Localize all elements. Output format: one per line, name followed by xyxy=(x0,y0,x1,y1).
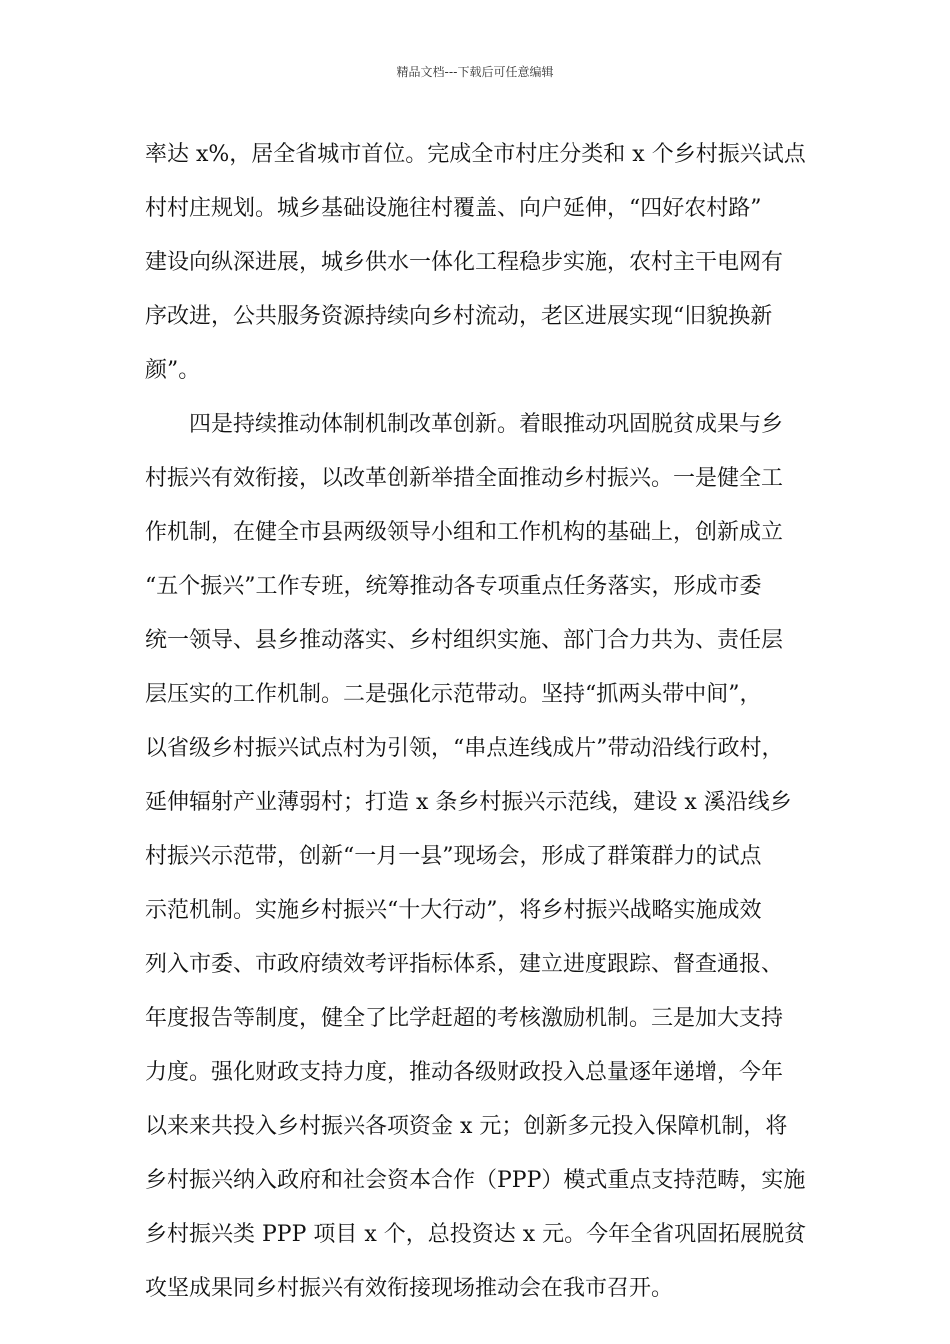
text-line: 攻坚成果同乡村振兴有效衔接现场推动会在我市召开。 xyxy=(145,1276,674,1301)
text-line: 序改进，公共服务资源持续向乡村流动，老区进展实现“旧貌换新 xyxy=(145,304,773,329)
paragraph-2 xyxy=(145,398,825,1316)
text-line: 列入市委、市政府绩效考评指标体系，建立进度跟踪、督查通报、 xyxy=(145,952,784,977)
text-line: 以省级乡村振兴试点村为引领，“串点连线成片”带动沿线行政村， xyxy=(145,736,784,761)
text-line: 建设向纵深进展，城乡供水一体化工程稳步实施，农村主干电网有 xyxy=(145,250,784,275)
text-line: 作机制，在健全市县两级领导小组和工作机构的基础上，创新成立 xyxy=(145,520,784,545)
text-line: 年度报告等制度，健全了比学赶超的考核激励机制。三是加大支持 xyxy=(145,1006,784,1031)
text-line: 以来来共投入乡村振兴各项资金 x 元；创新多元投入保障机制，将 xyxy=(145,1114,788,1139)
text-line: 乡村振兴类 PPP 项目 x 个，总投资达 x 元。今年全省巩固拓展脱贫 xyxy=(145,1222,807,1247)
text-line: 层压实的工作机制。二是强化示范带动。坚持“抓两头带中间”， xyxy=(145,682,762,707)
text-line: 延伸辐射产业薄弱村；打造 x 条乡村振兴示范线，建设 x 溪沿线乡 xyxy=(145,790,792,815)
document-body xyxy=(145,128,825,1316)
text-line: 乡村振兴纳入政府和社会资本合作（PPP）模式重点支持范畴，实施 xyxy=(145,1168,806,1193)
text-line: 力度。强化财政支持力度，推动各级财政投入总量逐年递增，今年 xyxy=(145,1060,784,1085)
page-header: 精品文档---下载后可任意编辑 xyxy=(396,65,554,79)
text-line: 统一领导、县乡推动落实、乡村组织实施、部门合力共为、责任层 xyxy=(145,628,784,653)
text-line: 率达 x%，居全省城市首位。完成全市村庄分类和 x 个乡村振兴试点 xyxy=(145,142,806,167)
text-line: 颜”。 xyxy=(145,358,201,383)
text-line: 村振兴示范带，创新“一月一县”现场会，形成了群策群力的试点 xyxy=(145,844,762,869)
paragraph-1 xyxy=(145,128,825,398)
text-line: 四是持续推动体制机制改革创新。着眼推动巩固脱贫成果与乡 xyxy=(189,412,784,437)
text-line: 示范机制。实施乡村振兴“十大行动”，将乡村振兴战略实施成效 xyxy=(145,898,762,923)
text-line: “五个振兴”工作专班，统筹推动各专项重点任务落实，形成市委 xyxy=(145,574,762,599)
text-line: 村振兴有效衔接，以改革创新举措全面推动乡村振兴。一是健全工 xyxy=(145,466,784,491)
text-line: 村村庄规划。城乡基础设施往村覆盖、向户延伸，“四好农村路” xyxy=(145,196,762,221)
